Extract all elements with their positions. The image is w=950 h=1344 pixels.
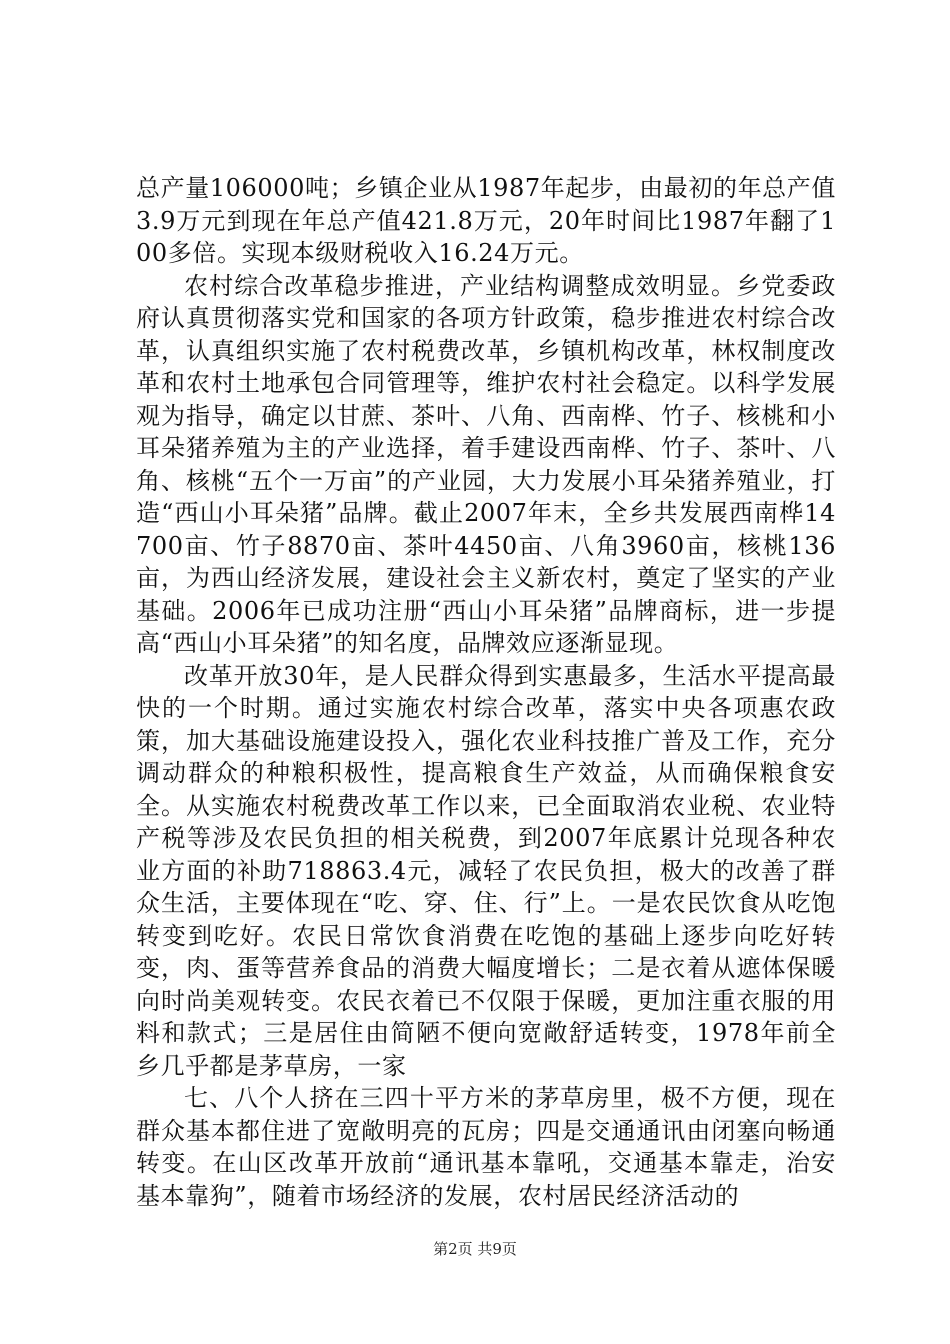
page-number-footer: 第2页 共9页	[433, 1240, 517, 1258]
body-text	[136, 172, 836, 1212]
paragraph-4: 七、八个人挤在三四十平方米的茅草房里，极不方便，现在群众基本都住进了宽敞明亮的瓦房；四是交通通讯由闭塞向畅通转变。在山区改革开放前“通讯基本靠吼，交通基本靠走，治安基本靠狗”，随着市场经济的发展，农村居民经济活动的	[136, 1084, 836, 1210]
paragraph-1: 总产量106000吨；乡镇企业从1987年起步，由最初的年总产值3.9万元到现在年总产值421.8万元，20年时间比1987年翻了100多倍。实现本级财税收入16.24万元。	[136, 174, 836, 267]
paragraph-2: 农村综合改革稳步推进，产业结构调整成效明显。乡党委政府认真贯彻落实党和国家的各项方针政策，稳步推进农村综合改革，认真组织实施了农村税费改革，乡镇机构改革，林权制度改革和农村土地承包合同管理等，维护农村社会稳定。以科学发展观为指导，确定以甘蔗、茶叶、八角、西南桦、竹子、核桃和小耳朵猪养殖为主的产业选择，着手建设西南桦、竹子、茶叶、八角、核桃“五个一万亩”的产业园，大力发展小耳朵猪养殖业，打造“西山小耳朵猪”品牌。截止2007年末，全乡共发展西南桦14700亩、竹子8870亩、茶叶4450亩、八角3960亩，核桃136亩，为西山经济发展，建设社会主义新农村，奠定了坚实的产业基础。2006年已成功注册“西山小耳朵猪”品牌商标，进一步提高“西山小耳朵猪”的知名度，品牌效应逐渐显现。	[136, 271, 836, 657]
paragraph-3: 改革开放30年，是人民群众得到实惠最多，生活水平提高最快的一个时期。通过实施农村综合改革，落实中央各项惠农政策，加大基础设施建设投入，强化农业科技推广普及工作，充分调动群众的种粮积极性，提高粮食生产效益，从而确保粮食安全。从实施农村税费改革工作以来，已全面取消农业税、农业特产税等涉及农民负担的相关税费，到2007年底累计兑现各种农业方面的补助718863.4元，减轻了农民负担，极大的改善了群众生活，主要体现在“吃、穿、住、行”上。一是农民饮食从吃饱转变到吃好。农民日常饮食消费在吃饱的基础上逐步向吃好转变，肉、蛋等营养食品的消费大幅度增长；二是衣着从遮体保暖向时尚美观转变。农民衣着已不仅限于保暖，更加注重衣服的用料和款式；三是居住由简陋不便向宽敞舒适转变，1978年前全乡几乎都是茅草房，一家	[136, 661, 836, 1080]
